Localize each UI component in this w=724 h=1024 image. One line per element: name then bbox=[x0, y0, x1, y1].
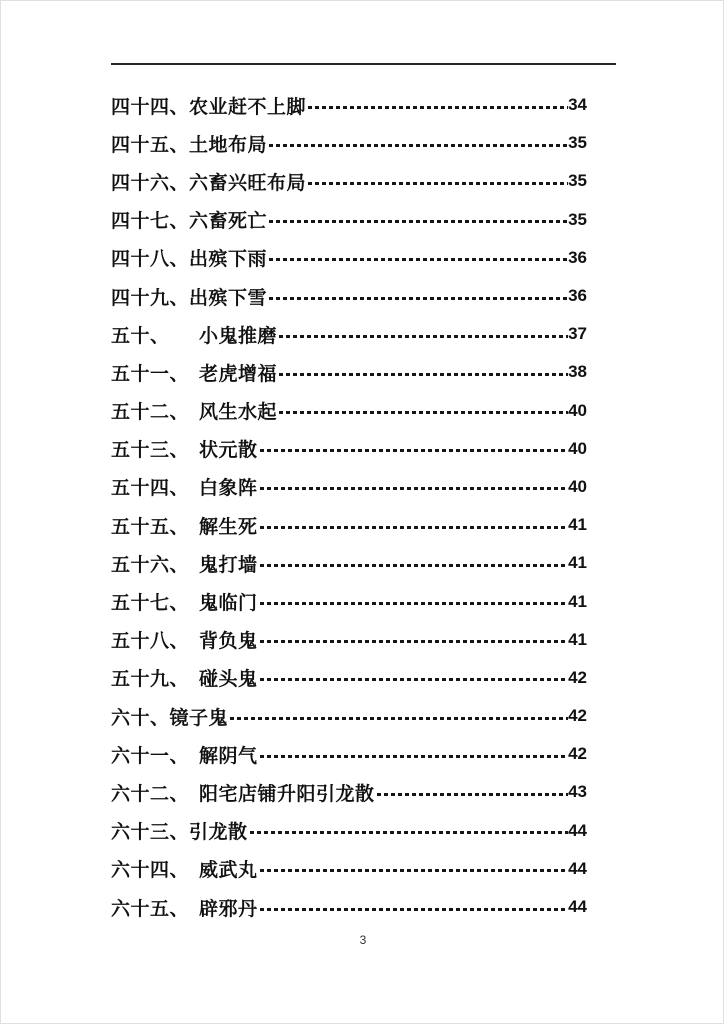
dotted-leader bbox=[260, 487, 569, 490]
toc-entry[interactable] bbox=[111, 773, 587, 811]
dotted-leader bbox=[260, 564, 569, 567]
toc-entry-page: 38 bbox=[568, 362, 587, 382]
dotted-leader bbox=[260, 449, 569, 452]
toc-entry-page: 42 bbox=[568, 744, 587, 764]
toc-entry-page: 41 bbox=[568, 515, 587, 535]
table-of-contents bbox=[111, 86, 587, 926]
page-number: 3 bbox=[359, 933, 367, 947]
toc-entry[interactable] bbox=[111, 621, 587, 659]
toc-entry[interactable] bbox=[111, 468, 587, 506]
page-footer bbox=[1, 931, 724, 949]
toc-entry-page: 41 bbox=[568, 629, 587, 649]
dotted-leader bbox=[250, 831, 569, 834]
toc-entry-page: 37 bbox=[568, 324, 587, 344]
toc-entry-label: 五十一、 老虎增福 bbox=[111, 363, 278, 385]
toc-entry-label: 四十五、土地布局 bbox=[111, 134, 268, 156]
toc-entry-label: 六十三、引龙散 bbox=[111, 822, 248, 844]
dotted-leader bbox=[269, 144, 568, 147]
dotted-leader bbox=[230, 717, 568, 720]
toc-entry-page: 36 bbox=[568, 286, 587, 306]
toc-entry-page: 41 bbox=[568, 591, 587, 611]
toc-entry[interactable] bbox=[111, 659, 587, 697]
toc-entry[interactable] bbox=[111, 277, 587, 315]
toc-entry-label: 四十八、出殡下雨 bbox=[111, 249, 268, 271]
toc-entry-label: 六十二、 阳宅店铺升阳引龙散 bbox=[111, 783, 375, 805]
toc-entry[interactable] bbox=[111, 430, 587, 468]
toc-entry-page: 42 bbox=[568, 667, 587, 687]
toc-entry-label: 五十六、 鬼打墙 bbox=[111, 554, 258, 576]
toc-entry-label: 五十二、 风生水起 bbox=[111, 402, 278, 424]
toc-entry[interactable] bbox=[111, 201, 587, 239]
toc-entry[interactable] bbox=[111, 315, 587, 353]
toc-entry-label: 六十、镜子鬼 bbox=[111, 707, 229, 729]
toc-entry[interactable] bbox=[111, 86, 587, 124]
toc-entry[interactable] bbox=[111, 124, 587, 162]
toc-entry-label: 五十八、 背负鬼 bbox=[111, 631, 258, 653]
dotted-leader bbox=[260, 640, 569, 643]
toc-entry-label: 五十四、 白象阵 bbox=[111, 478, 258, 500]
toc-entry-label: 四十七、六畜死亡 bbox=[111, 211, 268, 233]
toc-entry[interactable] bbox=[111, 582, 587, 620]
dotted-leader bbox=[269, 258, 568, 261]
dotted-leader bbox=[260, 678, 569, 681]
dotted-leader bbox=[279, 335, 568, 338]
toc-entry[interactable] bbox=[111, 392, 587, 430]
toc-entry-page: 44 bbox=[568, 858, 587, 878]
toc-entry[interactable] bbox=[111, 544, 587, 582]
toc-entry-label: 四十四、农业赶不上脚 bbox=[111, 96, 307, 118]
header-divider-rule bbox=[111, 63, 616, 65]
toc-entry-label: 六十四、 威武丸 bbox=[111, 860, 258, 882]
toc-entry[interactable] bbox=[111, 162, 587, 200]
toc-entry-page: 35 bbox=[568, 133, 587, 153]
dotted-leader bbox=[269, 297, 568, 300]
toc-entry[interactable] bbox=[111, 735, 587, 773]
toc-entry-page: 41 bbox=[568, 553, 587, 573]
dotted-leader bbox=[308, 106, 568, 109]
toc-entry-page: 35 bbox=[568, 209, 587, 229]
toc-entry[interactable] bbox=[111, 888, 587, 926]
dotted-leader bbox=[260, 526, 569, 529]
dotted-leader bbox=[260, 869, 569, 872]
toc-entry[interactable] bbox=[111, 353, 587, 391]
toc-entry[interactable] bbox=[111, 850, 587, 888]
toc-entry-label: 五十、 小鬼推磨 bbox=[111, 325, 278, 347]
dotted-leader bbox=[260, 908, 569, 911]
toc-entry[interactable] bbox=[111, 506, 587, 544]
toc-entry-page: 34 bbox=[568, 95, 587, 115]
toc-entry[interactable] bbox=[111, 812, 587, 850]
dotted-leader bbox=[308, 182, 568, 185]
toc-entry-page: 35 bbox=[568, 171, 587, 191]
dotted-leader bbox=[279, 411, 568, 414]
toc-entry-page: 40 bbox=[568, 400, 587, 420]
dotted-leader bbox=[260, 602, 569, 605]
toc-entry-page: 40 bbox=[568, 476, 587, 496]
toc-entry-page: 44 bbox=[568, 820, 587, 840]
dotted-leader bbox=[377, 793, 569, 796]
toc-entry-page: 43 bbox=[568, 782, 587, 802]
toc-entry-label: 六十一、 解阴气 bbox=[111, 745, 258, 767]
toc-entry-label: 六十五、 辟邪丹 bbox=[111, 898, 258, 920]
toc-entry-label: 五十九、 碰头鬼 bbox=[111, 669, 258, 691]
toc-entry-label: 五十五、 解生死 bbox=[111, 516, 258, 538]
toc-entry-label: 五十七、 鬼临门 bbox=[111, 593, 258, 615]
toc-entry-page: 36 bbox=[568, 247, 587, 267]
toc-entry-label: 四十六、六畜兴旺布局 bbox=[111, 172, 307, 194]
dotted-leader bbox=[260, 755, 569, 758]
toc-entry-label: 四十九、出殡下雪 bbox=[111, 287, 268, 309]
dotted-leader bbox=[279, 373, 568, 376]
toc-entry-label: 五十三、 状元散 bbox=[111, 440, 258, 462]
toc-entry[interactable] bbox=[111, 697, 587, 735]
dotted-leader bbox=[269, 220, 568, 223]
toc-entry-page: 44 bbox=[568, 897, 587, 917]
toc-entry[interactable] bbox=[111, 239, 587, 277]
toc-entry-page: 42 bbox=[568, 706, 587, 726]
toc-entry-page: 40 bbox=[568, 438, 587, 458]
